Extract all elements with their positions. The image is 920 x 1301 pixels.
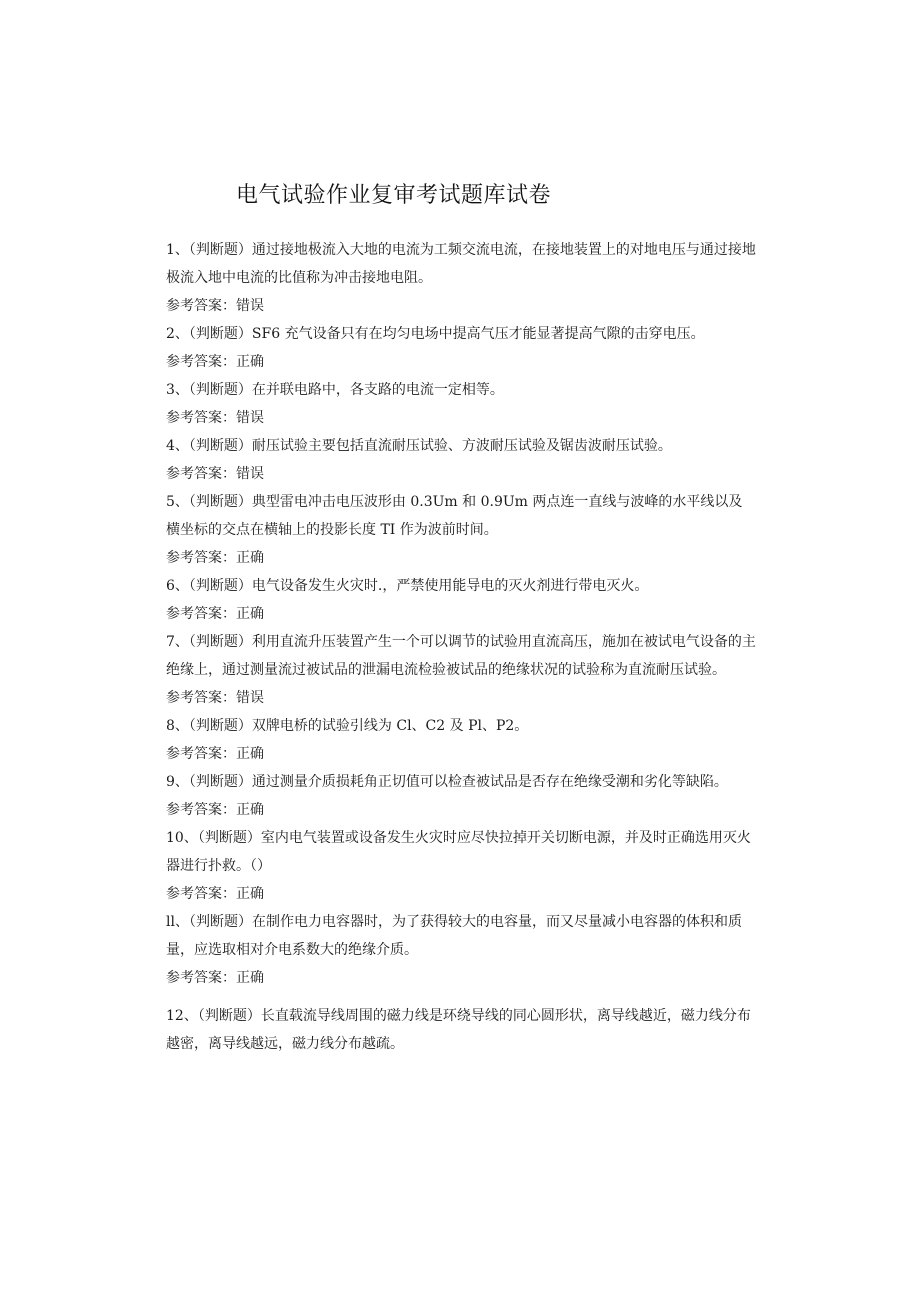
question-number: 3、 (166, 382, 189, 398)
question-text (166, 432, 756, 460)
answer-label: 参考答案： (166, 466, 236, 482)
question-number: 2、 (166, 326, 189, 342)
question-answer (166, 460, 756, 488)
question-number: 5、 (166, 494, 189, 510)
question-answer (166, 740, 756, 768)
question-body: 室内电气装置或设备发生火灾时应尽快拉掉开关切断电源，并及时正确选用灭火器进行扑救。（） (166, 830, 751, 874)
question-answer (166, 600, 756, 628)
question-number: 1、 (166, 242, 189, 258)
question-text (166, 488, 756, 544)
question-item (166, 768, 756, 824)
question-item (166, 432, 756, 488)
question-answer (166, 292, 756, 320)
question-answer (166, 404, 756, 432)
question-type: （判断题） (188, 718, 252, 734)
question-list (166, 236, 756, 1058)
answer-value: 正确 (236, 606, 264, 622)
question-item (166, 628, 756, 712)
answer-value: 正确 (236, 354, 264, 370)
question-text (166, 376, 756, 404)
question-answer (166, 684, 756, 712)
question-number: 7、 (166, 634, 189, 650)
question-number: 9、 (166, 774, 189, 790)
answer-label: 参考答案： (166, 354, 236, 370)
question-text (166, 712, 756, 740)
answer-label: 参考答案： (166, 298, 236, 314)
question-type: （判断题） (188, 774, 252, 790)
question-item (166, 908, 756, 992)
answer-label: 参考答案： (166, 606, 236, 622)
question-answer (166, 964, 756, 992)
question-number: 8、 (166, 718, 189, 734)
question-type: （判断题） (197, 1008, 261, 1024)
answer-value: 错误 (236, 298, 264, 314)
question-type: （判断题） (188, 242, 252, 258)
question-body: 长直载流导线周围的磁力线是环绕导线的同心圆形状，离导线越近，磁力线分布越密，离导线越远，磁力线分布越疏。 (166, 1008, 751, 1052)
question-body: 典型雷电冲击电压波形由 0.3Um 和 0.9Um 两点连一直线与波峰的水平线以及横坐标的交点在横轴上的投影长度 TI 作为波前时间。 (166, 494, 743, 538)
question-answer (166, 880, 756, 908)
answer-value: 错误 (236, 690, 264, 706)
question-type: （判断题） (197, 830, 261, 846)
question-number: 4、 (166, 438, 189, 454)
question-type: （判断题） (188, 382, 252, 398)
answer-value: 正确 (236, 746, 264, 762)
question-number: 10、 (166, 830, 198, 846)
question-body: 通过测量介质损耗角正切值可以检查被试品是否存在绝缘受潮和劣化等缺陷。 (251, 774, 728, 790)
question-number: 6、 (166, 578, 189, 594)
question-body: 耐压试验主要包括直流耐压试验、方波耐压试验及锯齿波耐压试验。 (251, 438, 672, 454)
answer-value: 正确 (236, 550, 264, 566)
question-item (166, 376, 756, 432)
question-body: 电气设备发生火灾时.，严禁使用能导电的灭火剂进行带电灭火。 (251, 578, 649, 594)
answer-label: 参考答案： (166, 690, 236, 706)
question-text (166, 908, 756, 964)
question-text (166, 824, 756, 880)
question-text (166, 236, 756, 292)
question-text (166, 572, 756, 600)
answer-label: 参考答案： (166, 746, 236, 762)
answer-value: 错误 (236, 466, 264, 482)
answer-value: 正确 (236, 886, 264, 902)
answer-label: 参考答案： (166, 886, 236, 902)
question-type: （判断题） (188, 494, 252, 510)
answer-label: 参考答案： (166, 410, 236, 426)
question-text (166, 768, 756, 796)
document-title: 电气试验作业复审考试题库试卷 (236, 183, 552, 208)
question-type: （判断题） (188, 578, 252, 594)
answer-value: 正确 (236, 802, 264, 818)
question-body: 双牌电桥的试验引线为 Cl、C2 及 Pl、P2。 (251, 718, 529, 734)
question-item (166, 320, 756, 376)
question-answer (166, 544, 756, 572)
answer-value: 错误 (236, 410, 264, 426)
question-text (166, 320, 756, 348)
question-item (166, 488, 756, 572)
question-body: 利用直流升压装置产生一个可以调节的试验用直流高压，施加在被试电气设备的主绝缘上，通过测量流过被试品的泄漏电流检验被试品的绝缘状况的试验称为直流耐压试验。 (166, 634, 756, 678)
question-item (166, 824, 756, 908)
question-text (166, 1002, 756, 1058)
question-item (166, 236, 756, 320)
answer-value: 正确 (236, 970, 264, 986)
question-number: 12、 (166, 1008, 198, 1024)
question-type: （判断题） (188, 326, 252, 342)
answer-label: 参考答案： (166, 970, 236, 986)
question-item (166, 572, 756, 628)
question-answer (166, 348, 756, 376)
question-type: （判断题） (188, 914, 252, 930)
question-item (166, 712, 756, 768)
answer-label: 参考答案： (166, 802, 236, 818)
question-body: 在制作电力电容器时，为了获得较大的电容量，而又尽量减小电容器的体积和质量，应选取相对介电系数大的绝缘介质。 (166, 914, 742, 958)
question-type: （判断题） (188, 438, 252, 454)
answer-label: 参考答案： (166, 550, 236, 566)
question-body: SF6 充气设备只有在均匀电场中提高气压才能显著提高气隙的击穿电压。 (251, 326, 705, 342)
question-body: 在并联电路中，各支路的电流一定相等。 (251, 382, 504, 398)
question-answer (166, 796, 756, 824)
question-item (166, 1002, 756, 1058)
question-body: 通过接地极流入大地的电流为工频交流电流，在接地装置上的对地电压与通过接地极流入地中电流的比值称为冲击接地电阻。 (166, 242, 756, 286)
question-text (166, 628, 756, 684)
question-type: （判断题） (188, 634, 252, 650)
question-number: ll、 (166, 914, 189, 930)
